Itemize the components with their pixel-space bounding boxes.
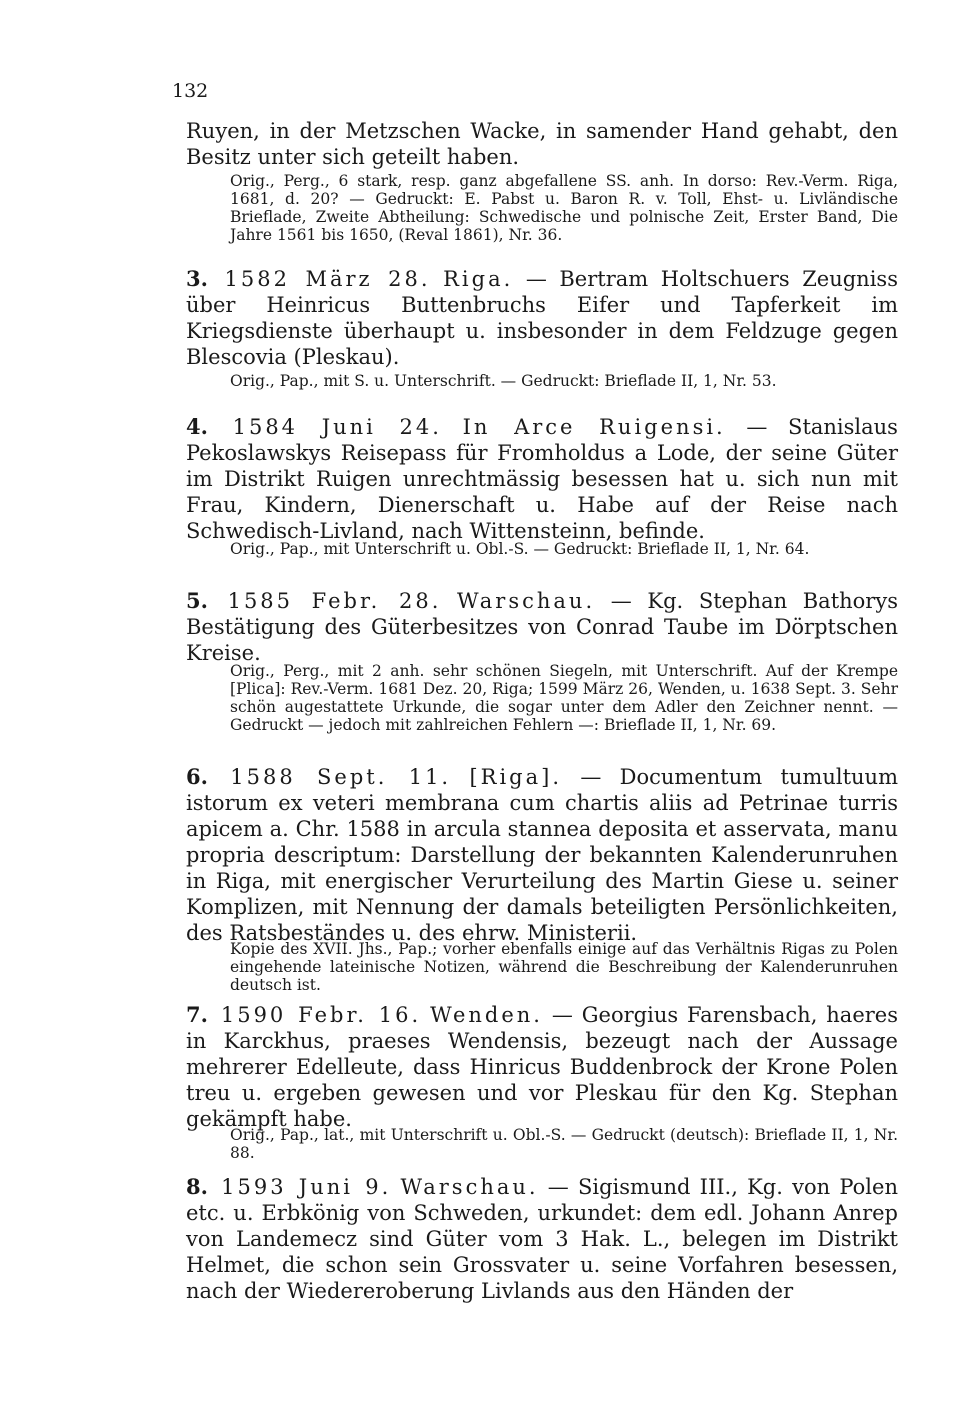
entry-text: — Documentum tumultuum istorum ex veteri membrana cum chartis aliis ad Petrinae turris apicem a. Chr. 1588 in arcula stannea deposita et asservata, manu propria descriptum: Darstellung der bekannten Kalenderunruhen in Riga, mit energischer Verurteilung des Martin Giese u. seiner Komplizen, mit Nennung der damals beteiligten Persönlichkeiten, des Ratsbeständes u. des ehrw. Ministerii.	[186, 765, 898, 945]
entry-3-note: Orig., Pap., mit S. u. Unterschrift. — Gedruckt: Brieflade II, 1, Nr. 53.	[230, 372, 777, 390]
entry-number: 5.	[186, 588, 208, 613]
entry-number: 4.	[186, 414, 208, 439]
entry-number: 7.	[186, 1002, 208, 1027]
entry-number: 6.	[186, 764, 208, 789]
entry-5-note: Orig., Perg., mit 2 anh. sehr schönen Siegeln, mit Unterschrift. Auf der Krempe [Plica]: Rev.-Verm. 1681 Dez. 20, Riga; 1599 März 26, Wenden, u. 1638 Sept. 3. Sehr schön augestattete Urkunde, die sogar unter dem Adler den Zeichner nennt. — Gedruckt — jedoch mit zahlreichen Fehlern —: Brieflade II, 1, Nr. 69.	[230, 662, 898, 734]
entry-8	[186, 1174, 898, 1304]
entry-place: Warschau.	[457, 589, 596, 613]
page-number: 132	[172, 80, 209, 102]
entry-3	[186, 266, 898, 370]
entry-place: Riga.	[443, 267, 514, 291]
entry-7	[186, 1002, 898, 1132]
entry-date: 1588 Sept. 11.	[230, 765, 452, 789]
entry-date: 1584 Juni 24.	[232, 415, 442, 439]
entry-date: 1593 Juni 9.	[221, 1175, 392, 1199]
entry-date: 1582 März 28.	[224, 267, 431, 291]
entry-text: — Sigismund III., Kg. von Polen etc. u. Erbkönig von Schweden, urkundet: dem edl. Johann Anrep von Landemecz sind Güter vom 3 Hak. L., belegen im Distrikt Helmet, die schon sein Grossvater u. seine Vorfahren besessen, nach der Wiedereroberung Livlands aus den Händen der	[186, 1175, 898, 1303]
entry-date: 1590 Febr. 16.	[220, 1003, 422, 1027]
entry-number: 3.	[186, 266, 208, 291]
entry-text: — Kg. Stephan Bathorys Bestätigung des Güterbesitzes von Conrad Taube im Dörptschen Kreise.	[186, 589, 898, 665]
entry-text: — Bertram Holtschuers Zeugniss über Heinricus Buttenbruchs Eifer und Tapferkeit im Kriegsdienste überhaupt u. insbesonder in dem Feldzuge gegen Blescovia (Pleskau).	[186, 267, 898, 369]
entry-4-note: Orig., Pap., mit Unterschrift u. Obl.-S. — Gedruckt: Brieflade II, 1, Nr. 64.	[230, 540, 810, 558]
entry-6-note: Kopie des XVII. Jhs., Pap.; vorher ebenfalls einige auf das Verhältnis Rigas zu Polen eingehende lateinische Notizen, während die Beschreibung der Kalenderunruhen deutsch ist.	[230, 940, 898, 994]
entry-place: Warschau.	[400, 1175, 539, 1199]
entry-place: Wenden.	[430, 1003, 543, 1027]
entry-7-note: Orig., Pap., lat., mit Unterschrift u. Obl.-S. — Gedruckt (deutsch): Brieflade II, 1, Nr. 88.	[230, 1126, 898, 1162]
entry-text: — Georgius Farensbach, haeres in Karckhus, praeses Wendensis, bezeugt nach der Aussage mehrerer Edelleute, dass Hinricus Buddenbrock der Krone Polen treu u. ergeben gewesen und vor Pleskau für den Kg. Stephan gekämpft habe.	[186, 1003, 898, 1131]
intro-paragraph: Ruyen, in der Metzschen Wacke, in samender Hand gehabt, den Besitz unter sich geteilt haben.	[186, 119, 898, 169]
entry-date: 1585 Febr. 28.	[227, 589, 442, 613]
entry-place: [Riga].	[469, 765, 562, 789]
entry-place: In Arce Ruigensi.	[462, 415, 726, 439]
entry-4	[186, 414, 898, 544]
entry-6	[186, 764, 898, 946]
entry-number: 8.	[186, 1174, 208, 1199]
entry-text: — Stanislaus Pekoslawskys Reisepass für Fromholdus a Lode, der seine Güter im Distrikt Ruigen unrechtmässig besessen hat u. sich nun mit Frau, Kindern, Dienerschaft u. Habe auf der Reise nach Schwedisch-Livland, nach Wittensteinn, befinde.	[186, 415, 898, 543]
entry-5	[186, 588, 898, 666]
intro-note: Orig., Perg., 6 stark, resp. ganz abgefallene SS. anh. In dorso: Rev.-Verm. Riga, 1681, d. 20? — Gedruckt: E. Pabst u. Baron R. v. Toll, Ehst- u. Livländische Brieflade, Zweite Abtheilung: Schwedische und polnische Zeit, Erster Band, Die Jahre 1561 bis 1650, (Reval 1861), Nr. 36.	[230, 172, 898, 244]
